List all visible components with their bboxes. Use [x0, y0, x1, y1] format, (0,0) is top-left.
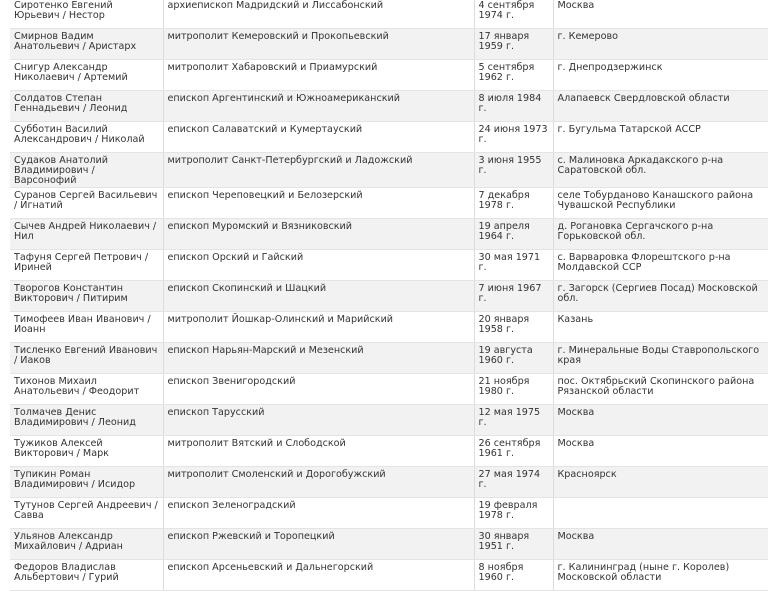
title-cell: митрополит Йошкар-Олинский и Марийский: [163, 311, 474, 342]
title-cell: епископ Череповецкий и Белозерский: [163, 187, 474, 218]
birthdate-cell: 30 мая 1971 г.: [474, 249, 553, 280]
birthplace-cell: г. Калининград (ныне г. Королев) Московской области: [553, 559, 768, 590]
birthplace-cell: Москва: [553, 435, 768, 466]
birthdate-cell: 19 августа 1960 г.: [474, 342, 553, 373]
name-cell: Тимофеев Иван Иванович / Иоанн: [10, 311, 163, 342]
birthdate-cell: 7 декабря 1978 г.: [474, 187, 553, 218]
name-cell: Тутунов Сергей Андреевич / Савва: [10, 497, 163, 528]
title-cell: епископ Скопинский и Шацкий: [163, 280, 474, 311]
name-cell: Федоров Владислав Альбертович / Гурий: [10, 559, 163, 590]
birthplace-cell: Алапаевск Свердловской области: [553, 91, 768, 122]
birthdate-cell: 4 сентября 1974 г.: [474, 0, 553, 29]
birthplace-cell: пос. Октябрьский Скопинского района Рязанской области: [553, 373, 768, 404]
name-cell: Толмачев Денис Владимирович / Леонид: [10, 404, 163, 435]
table-row: [10, 218, 768, 249]
birthplace-cell: г. Минеральные Воды Ставропольского края: [553, 342, 768, 373]
name-cell: Творогов Константин Викторович / Питирим: [10, 280, 163, 311]
birthdate-cell: 19 февраля 1978 г.: [474, 497, 553, 528]
birthdate-cell: 24 июня 1973 г.: [474, 122, 553, 153]
birthdate-cell: 7 июня 1967 г.: [474, 280, 553, 311]
name-cell: Сычев Андрей Николаевич / Нил: [10, 218, 163, 249]
table-row: [10, 29, 768, 60]
birthdate-cell: 20 января 1958 г.: [474, 311, 553, 342]
birthplace-cell: г. Днепродзержинск: [553, 60, 768, 91]
birthdate-cell: 26 сентября 1961 г.: [474, 435, 553, 466]
title-cell: митрополит Санкт-Петербургский и Ладожский: [163, 153, 474, 188]
table-row: [10, 497, 768, 528]
title-cell: епископ Салаватский и Кумертауский: [163, 122, 474, 153]
table-row: [10, 249, 768, 280]
title-cell: епископ Аргентинский и Южноамериканский: [163, 91, 474, 122]
birthdate-cell: 30 января 1951 г.: [474, 528, 553, 559]
birthplace-cell: Красноярск: [553, 466, 768, 497]
table-row: [10, 404, 768, 435]
title-cell: епископ Ржевский и Торопецкий: [163, 528, 474, 559]
title-cell: епископ Звенигородский: [163, 373, 474, 404]
birthplace-cell: Москва: [553, 404, 768, 435]
name-cell: Судаков Анатолий Владимирович / Варсонофий: [10, 153, 163, 188]
birthdate-cell: 3 июня 1955 г.: [474, 153, 553, 188]
birthplace-cell: [553, 497, 768, 528]
birthdate-cell: 19 апреля 1964 г.: [474, 218, 553, 249]
name-cell: Ульянов Александр Михайлович / Адриан: [10, 528, 163, 559]
title-cell: епископ Тарусский: [163, 404, 474, 435]
birthplace-cell: Москва: [553, 0, 768, 29]
name-cell: Тупикин Роман Владимирович / Исидор: [10, 466, 163, 497]
birthplace-cell: Москва: [553, 528, 768, 559]
table-row: [10, 91, 768, 122]
bishops-table: [10, 0, 768, 591]
table-row: [10, 187, 768, 218]
name-cell: Суранов Сергей Васильевич / Игнатий: [10, 187, 163, 218]
table-row: [10, 280, 768, 311]
birthplace-cell: селе Тобурданово Канашского района Чувашской Республики: [553, 187, 768, 218]
table-row: [10, 122, 768, 153]
name-cell: Субботин Василий Александрович / Николай: [10, 122, 163, 153]
table-row: [10, 528, 768, 559]
birthplace-cell: Казань: [553, 311, 768, 342]
birthdate-cell: 12 мая 1975 г.: [474, 404, 553, 435]
birthdate-cell: 8 ноября 1960 г.: [474, 559, 553, 590]
title-cell: митрополит Вятский и Слободской: [163, 435, 474, 466]
table-row: [10, 60, 768, 91]
birthdate-cell: 5 сентября 1962 г.: [474, 60, 553, 91]
name-cell: Тужиков Алексей Викторович / Марк: [10, 435, 163, 466]
bishops-table-container: [10, 0, 768, 591]
birthplace-cell: г. Кемерово: [553, 29, 768, 60]
birthplace-cell: г. Бугульма Татарской АССР: [553, 122, 768, 153]
table-row: [10, 311, 768, 342]
birthdate-cell: 27 мая 1974 г.: [474, 466, 553, 497]
name-cell: Тихонов Михаил Анатольевич / Феодорит: [10, 373, 163, 404]
title-cell: епископ Зеленоградский: [163, 497, 474, 528]
title-cell: архиепископ Мадридский и Лиссабонский: [163, 0, 474, 29]
birthdate-cell: 21 ноября 1980 г.: [474, 373, 553, 404]
name-cell: Снигур Александр Николаевич / Артемий: [10, 60, 163, 91]
birthdate-cell: 17 января 1959 г.: [474, 29, 553, 60]
name-cell: Солдатов Степан Геннадьевич / Леонид: [10, 91, 163, 122]
name-cell: Тафуня Сергей Петрович / Ириней: [10, 249, 163, 280]
title-cell: епископ Нарьян-Марский и Мезенский: [163, 342, 474, 373]
table-row: [10, 559, 768, 590]
table-row: [10, 0, 768, 29]
table-row: [10, 466, 768, 497]
title-cell: митрополит Смоленский и Дорогобужский: [163, 466, 474, 497]
name-cell: Тисленко Евгений Иванович / Иаков: [10, 342, 163, 373]
birthplace-cell: с. Малиновка Аркадакского р-на Саратовской обл.: [553, 153, 768, 188]
name-cell: Сиротенко Евгений Юрьевич / Нестор: [10, 0, 163, 29]
title-cell: митрополит Хабаровский и Приамурский: [163, 60, 474, 91]
title-cell: епископ Муромский и Вязниковский: [163, 218, 474, 249]
table-row: [10, 342, 768, 373]
birthplace-cell: г. Загорск (Сергиев Посад) Московской обл.: [553, 280, 768, 311]
birthdate-cell: 8 июля 1984 г.: [474, 91, 553, 122]
table-row: [10, 435, 768, 466]
birthplace-cell: с. Варваровка Флорештского р-на Молдавской ССР: [553, 249, 768, 280]
name-cell: Смирнов Вадим Анатольевич / Аристарх: [10, 29, 163, 60]
table-row: [10, 153, 768, 188]
title-cell: митрополит Кемеровский и Прокопьевский: [163, 29, 474, 60]
title-cell: епископ Орский и Гайский: [163, 249, 474, 280]
birthplace-cell: д. Рогановка Сергачского р-на Горьковской обл.: [553, 218, 768, 249]
table-body: [10, 0, 768, 590]
title-cell: епископ Арсеньевский и Дальнегорский: [163, 559, 474, 590]
table-row: [10, 373, 768, 404]
